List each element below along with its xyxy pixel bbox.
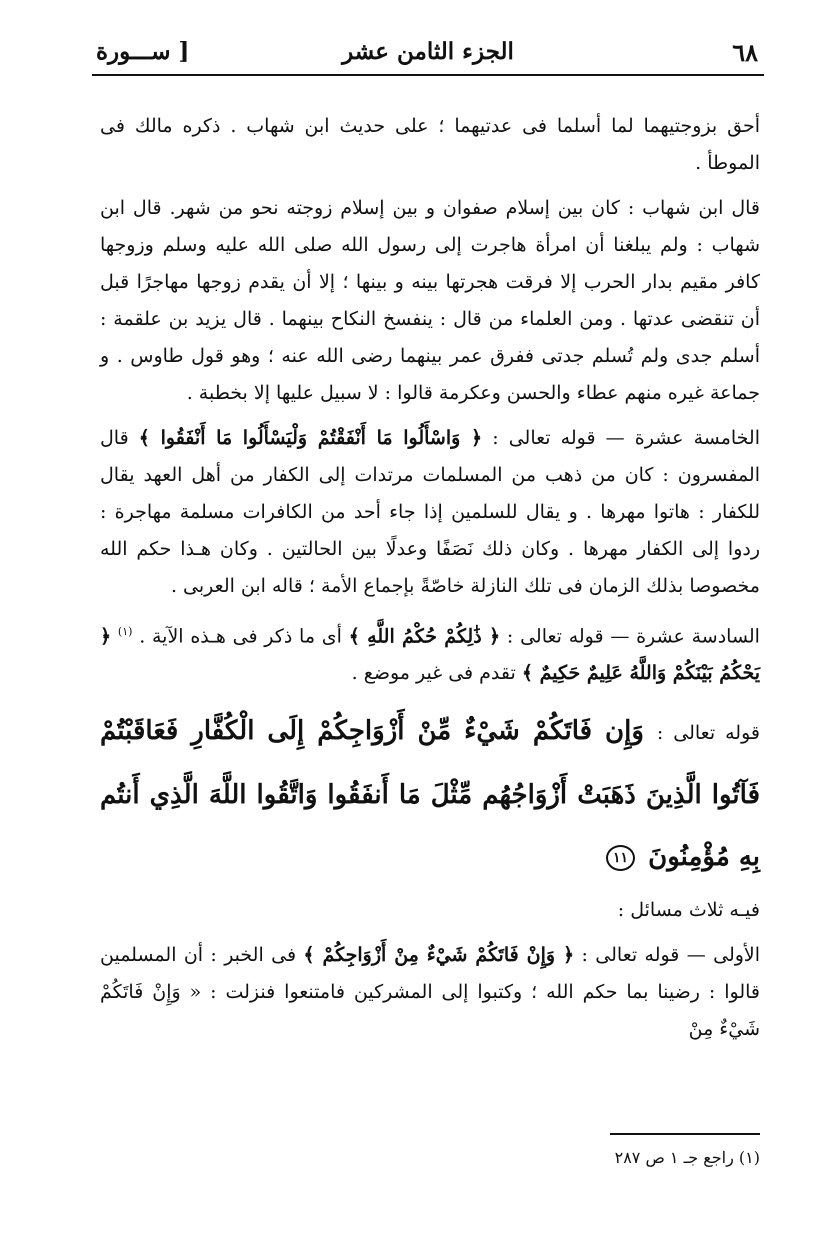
- verse-text: وَإِن فَاتَكُمْ شَيْءٌ مِّنْ أَزْوَاجِكُمْ إِلَى الْكُفَّارِ فَعَاقَبْتُمْ فَآتُوا الَّذِينَ ذَهَبَتْ أَزْوَاجُهُم مِّثْلَ مَا أَنفَقُوا وَاتَّقُوا اللَّهَ الَّذِي أَنتُم بِهِ مُؤْمِنُونَ: [100, 716, 760, 873]
- issue-fifteen-heading: الخامسة عشرة — قوله تعالى :: [492, 427, 760, 449]
- paragraph-text: فى الخبر : أن المسلمين قالوا : رضينا بما حكم الله ؛ وكتبوا إلى المشركين فامتنعوا فنزلت : « وَإِنْ فَاتَكُمْ شَيْءٌ مِنْ: [100, 944, 760, 1041]
- ayah-number-marker: ١١: [606, 845, 635, 871]
- paragraph-text: أى ما ذكر فى هـذه الآية .: [139, 625, 342, 648]
- paragraph-2: قال ابن شهاب : كان بين إسلام صفوان و بين إسلام زوجته نحو من شهر. قال ابن شهاب : ولم يبلغنا أن امرأة هاجرت إلى رسول الله صلى الله عليه وسلم وزوجها كافر مقيم بدار الحرب إلا فرقت هجرتها بينه و بينها ؛ إلا أن يقدم زوجها مهاجرًا قبل أن تنقضى عدتها . ومن العلماء من قال : ينفسخ النكاح بينهما . قال يزيد بن علقمة : أسلم جدى ولم تُسلم جدتى ففرق عمر بينهما رضى الله عنه ؛ وهو قول طاوس . و جماعة غيره منهم عطاء والحسن وعكرمة قالوا : لا سبيل عليها إلا بخطبة .: [100, 197, 760, 404]
- header-divider: [92, 74, 764, 76]
- quran-quote: ﴿ ذَٰلِكُمْ حُكْمُ اللَّهِ ﴾: [348, 625, 501, 648]
- page-number: ٦٨: [732, 38, 758, 67]
- paragraph-text: قال المفسرون : كان من ذهب من المسلمات مرتدات إلى الكفار من أهل العهد يقال للكفار : هاتوا مهرها . و يقال للسلمين إذا جاء أحد من الكافرات مسلمة مهاجرة : ردوا إلى الكفار مهرها . وكان ذلك نَصَفًا وعدلًا بين الحالتين . وكان هـذا حكم الله مخصوصا بذلك الزمان فى تلك النازلة خاصّةً بإجماع الأمة ؛ قاله ابن العربى .: [100, 427, 760, 597]
- issue-one-heading: الأولى — قوله تعالى :: [581, 944, 761, 967]
- page-body: [100, 108, 760, 1056]
- footnote: (١) راجع جـ ١ ص ٢٨٧: [614, 1148, 760, 1167]
- verse-lead: قوله تعالى :: [656, 722, 760, 745]
- paragraph-6: [100, 937, 760, 1048]
- quran-quote: ﴿ يَحْكُمُ بَيْنَكُمْ وَاللَّهُ عَلِيمٌ حَكِيمٌ ﴾: [100, 625, 760, 685]
- paragraph-5: فيـه ثلاث مسائل :: [617, 899, 760, 922]
- verse-block: [100, 700, 760, 888]
- issue-sixteen-heading: السادسة عشرة — قوله تعالى :: [506, 625, 760, 648]
- footnote-ref: (١): [117, 625, 133, 638]
- surah-label: [ ســـورة: [96, 38, 190, 65]
- paragraph-1: أحق بزوجتيهما لما أسلما فى عدتيهما ؛ على حديث ابن شهاب . ذكره مالك فى الموطأ .: [100, 115, 760, 174]
- quran-quote: ﴿ وَإِنْ فَاتَكُمْ شَيْءٌ مِنْ أَزْوَاجِكُمْ ﴾: [303, 944, 575, 967]
- page-header: [92, 36, 764, 82]
- footnote-divider: [610, 1133, 760, 1135]
- running-title: الجزء الثامن عشر: [342, 38, 514, 65]
- paragraph-4: [100, 613, 760, 692]
- paragraph-3: [100, 420, 760, 605]
- quran-quote: ﴿ وَاسْأَلُوا مَا أَنْفَقْتُمْ وَلْيَسْأَلُوا مَا أَنْفَقُوا ﴾: [138, 427, 483, 449]
- paragraph-text: تقدم فى غير موضع .: [351, 662, 516, 685]
